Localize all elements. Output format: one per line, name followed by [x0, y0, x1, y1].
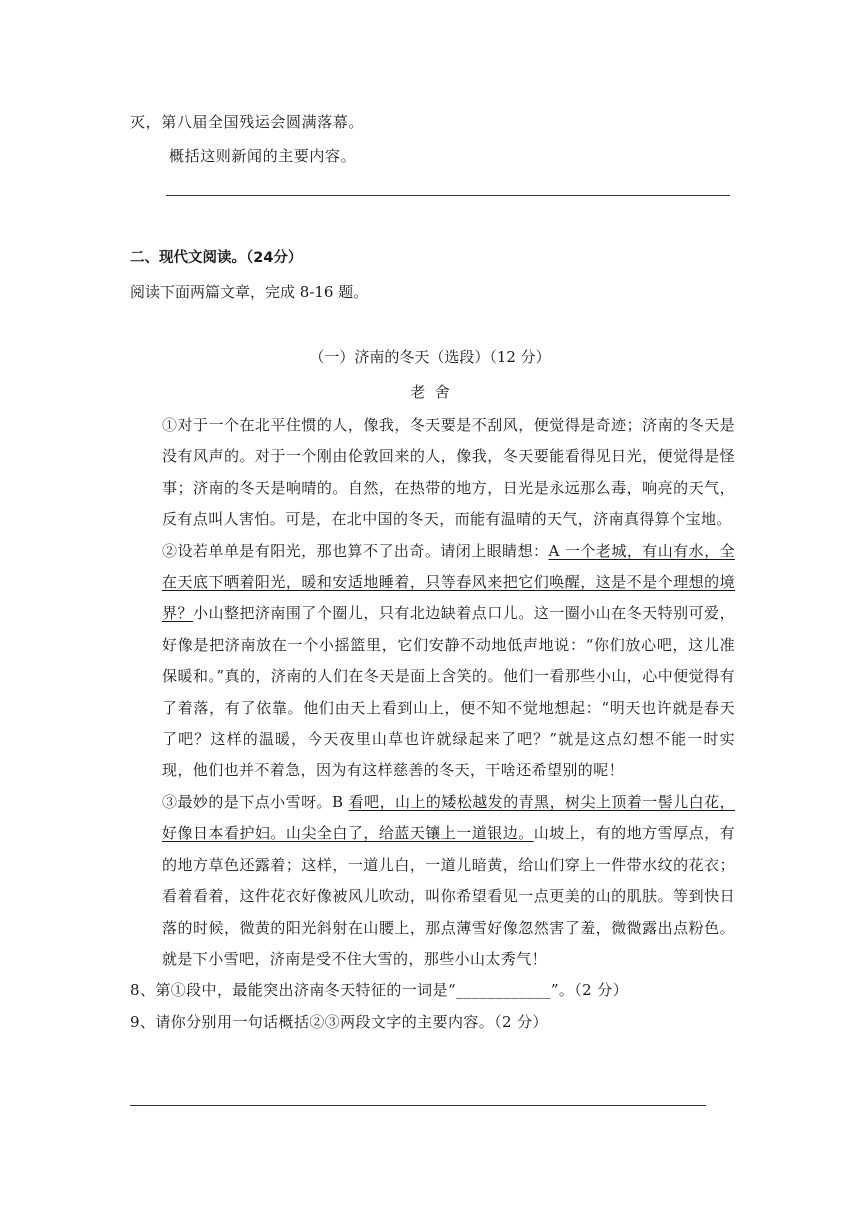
section-heading: 二、现代文阅读。（24分）: [130, 250, 303, 266]
underlined-sentence-a: A 一个老城，有山有水，全在天底下晒着阳光，暖和安适地睡着，只等春风来把它们唤醒，这是不是个理想的境界？: [162, 541, 735, 623]
paragraph-1: ①对于一个在北平住惯的人，像我，冬天要是不刮风，便觉得是奇迹；济南的冬天是没有风声的。对于一个刚由伦敦回来的人，像我，冬天要能看得见日光，便觉得是怪事；济南的冬天是响晴的。自然，在热带的地方，日光是永远那么毒，响亮的天气，反有点叫人害怕。可是，在北中国的冬天，而能有温晴的天气，济南真得算个宝地。: [162, 416, 735, 529]
article-body: [130, 410, 735, 1038]
underlined-sentence-b: 看吧，山上的矮松越发的青黑，树尖上顶着一髻儿白花，好像日本看护妇。山尖全白了，给蓝天镶上一道银边。: [162, 792, 735, 843]
paragraph-2-rest: 小山整把济南围了个圈儿，只有北边缺着点口儿。这一圈小山在冬天特别可爱，好像是把济南放在一个小摇篮里，它们安静不动地低声地说：“你们放心吧，这儿准保暖和。”真的，济南的人们在冬天是面上含笑的。他们一看那些小山，心中便觉得有了着落，有了依靠。他们由天上看到山上，便不知不觉地想起：“明天也许就是春天了吧？这样的温暖，今天夜里山草也许就绿起来了吧？”就是这点幻想不能一时实现，他们也并不着急，因为有这样慈善的冬天，干啥还希望别的呢！: [162, 604, 735, 780]
question-9: 9、请你分别用一句话概括②③两段文字的主要内容。（2 分）: [130, 1012, 548, 1031]
answer-line-1: [166, 195, 730, 196]
paragraph-3-lead: ③最妙的是下点小雪呀。B: [162, 792, 349, 811]
article-title: （一）济南的冬天（选段）（12 分）: [309, 348, 551, 366]
paragraph-3: [130, 787, 735, 975]
question-8: 8、第①段中，最能突出济南冬天特征的一词是“____________”。（2 分）: [130, 981, 629, 1000]
answer-line-2: [130, 1105, 706, 1106]
paragraph-3-rest: 山坡上，有的地方雪厚点，有的地方草色还露着；这样，一道儿白，一道儿暗黄，给山们穿上一件带水纹的花衣；看着看着，这件花衣好像被风儿吹动，叫你希望看见一点更美的山的肌肤。等到快日落的时候，微黄的阳光斜射在山腰上，那点薄雪好像忽然害了羞，微微露出点粉色。就是下小雪吧，济南是受不住大雪的，那些小山太秀气！: [162, 824, 735, 968]
summary-question: 概括这则新闻的主要内容。: [169, 147, 357, 165]
paragraph-2-lead: ②设若单单是有阳光，那也算不了出奇。请闭上眼睛想：: [162, 541, 549, 560]
paragraph-2: [130, 536, 735, 787]
article-author: 老 舍: [410, 383, 450, 401]
section-instruction: 阅读下面两篇文章，完成 8-16 题。: [130, 283, 369, 301]
continued-line: 灭，第八届全国残运会圆满落幕。: [130, 113, 365, 131]
